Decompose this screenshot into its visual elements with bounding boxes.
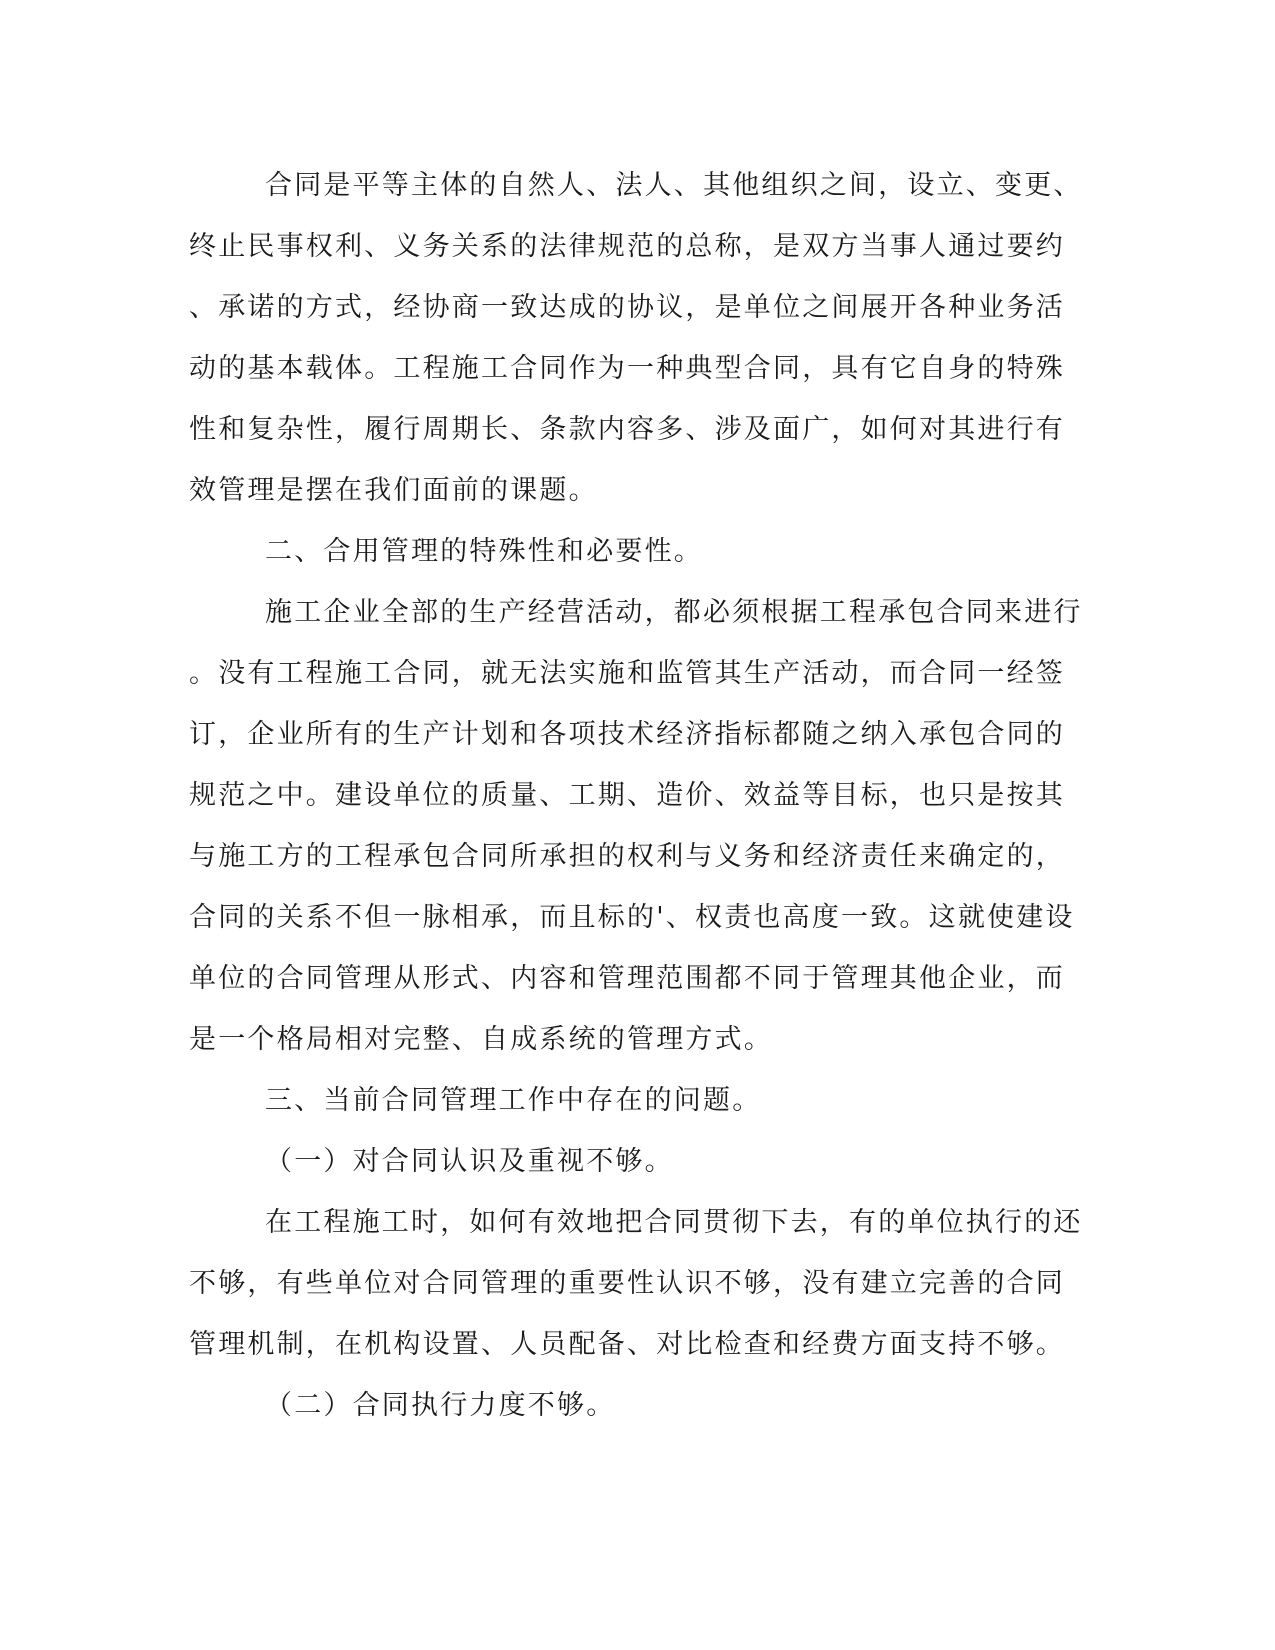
text-line: 订，企业所有的生产计划和各项技术经济指标都随之纳入承包合同的 — [189, 719, 1065, 750]
subsection-heading: （一）对合同认识及重视不够。 — [265, 1146, 674, 1177]
text-line: 与施工方的工程承包合同所承担的权利与义务和经济责任来确定的， — [189, 841, 1065, 872]
text-line: 效管理是摆在我们面前的课题。 — [189, 475, 598, 506]
section-heading: 二、合用管理的特殊性和必要性。 — [265, 536, 703, 567]
document-body — [189, 155, 1083, 1436]
text-line: 单位的合同管理从形式、内容和管理范围都不同于管理其他企业，而 — [189, 963, 1065, 994]
section-heading: 三、当前合同管理工作中存在的问题。 — [265, 1085, 762, 1116]
subsection-heading: （二）合同执行力度不够。 — [265, 1390, 616, 1421]
text-line: 性和复杂性，履行周期长、条款内容多、涉及面广，如何对其进行有 — [189, 414, 1065, 445]
text-line: 管理机制，在机构设置、人员配备、对比检查和经费方面支持不够。 — [189, 1329, 1065, 1360]
text-line: 施工企业全部的生产经营活动，都必须根据工程承包合同来进行 — [265, 597, 1083, 628]
text-line: 在工程施工时，如何有效地把合同贯彻下去，有的单位执行的还 — [265, 1207, 1083, 1238]
text-line: 。没有工程施工合同，就无法实施和监管其生产活动，而合同一经签 — [189, 658, 1065, 689]
text-line: 、承诺的方式，经协商一致达成的协议，是单位之间展开各种业务活 — [189, 292, 1065, 323]
text-line: 规范之中。建设单位的质量、工期、造价、效益等目标，也只是按其 — [189, 780, 1065, 811]
text-line: 合同的关系不但一脉相承，而且标的'、权责也高度一致。这就使建设 — [189, 902, 1075, 933]
text-line: 合同是平等主体的自然人、法人、其他组织之间，设立、变更、 — [265, 170, 1083, 201]
text-line: 是一个格局相对完整、自成系统的管理方式。 — [189, 1024, 773, 1055]
text-line: 终止民事权利、义务关系的法律规范的总称，是双方当事人通过要约 — [189, 231, 1065, 262]
text-line: 不够，有些单位对合同管理的重要性认识不够，没有建立完善的合同 — [189, 1268, 1065, 1299]
text-line: 动的基本载体。工程施工合同作为一种典型合同，具有它自身的特殊 — [189, 353, 1065, 384]
